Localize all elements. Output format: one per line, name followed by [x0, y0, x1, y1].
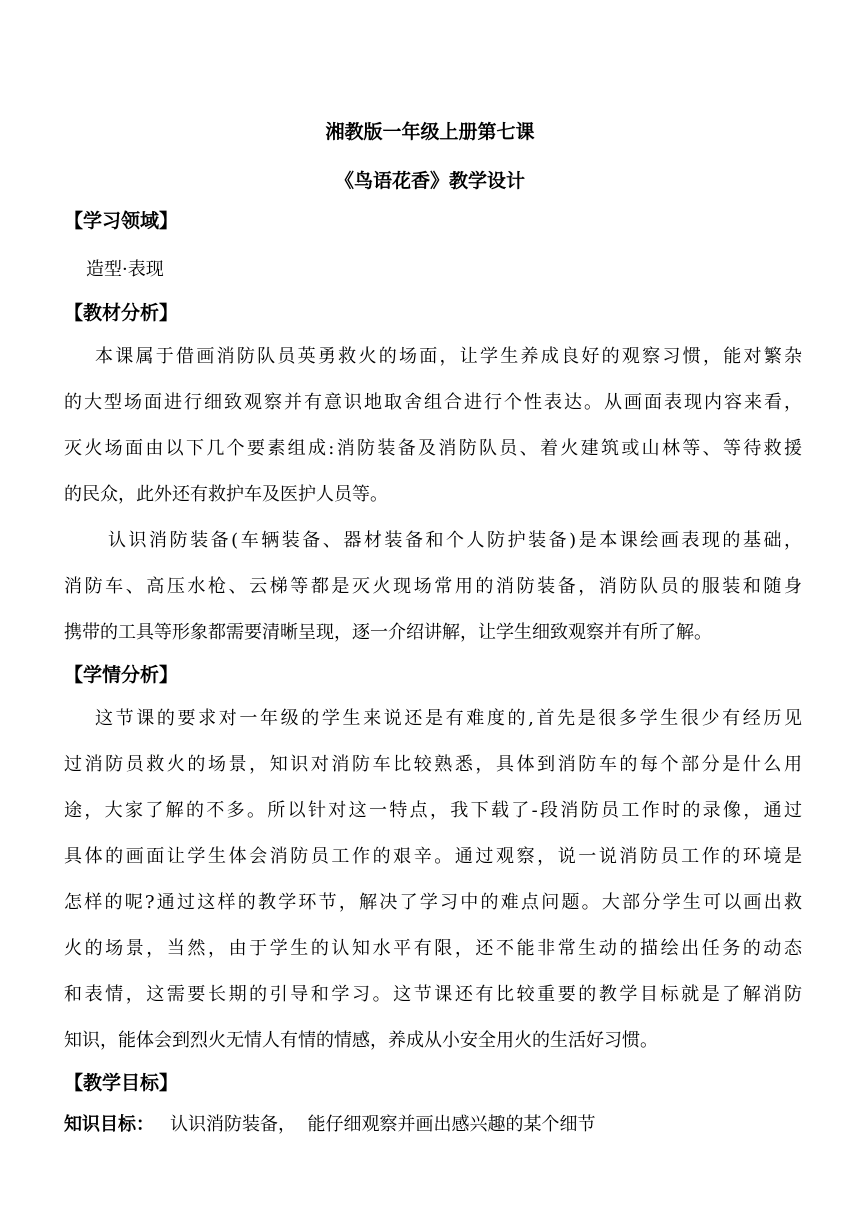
section-heading-student-analysis: 【学情分析】	[64, 664, 179, 686]
paragraph-line: 本课属于借画消防队员英勇救火的场面，让学生养成良好的观察习惯，能对繁杂	[95, 346, 802, 367]
knowledge-goal-text: 认识消防装备， 能仔细观察并画出感兴趣的某个细节	[170, 1114, 596, 1135]
paragraph-line: 灭火场面由以下几个要素组成:消防装备及消防队员、着火建筑或山林等、等待救援	[64, 438, 802, 459]
section-heading-material-analysis: 【教材分析】	[64, 302, 179, 324]
section-heading-learning-domain: 【学习领域】	[64, 210, 179, 232]
paragraph-line: 途，大家了解的不多。所以针对这一特点，我下载了-段消防员工作时的录像，通过	[64, 800, 802, 821]
section-heading-teaching-goals: 【教学目标】	[64, 1072, 179, 1094]
paragraph-line: 的民众，此外还有救护车及医护人员等。	[64, 484, 388, 505]
paragraph-line: 知识，能体会到烈火无情人有情的情感，养成从小安全用火的生活好习惯。	[64, 1030, 658, 1051]
paragraph-line: 和表情，这需要长期的引导和学习。这节课还有比较重要的教学目标就是了解消防	[64, 984, 802, 1005]
paragraph-line: 携带的工具等形象都需要清晰呈现，逐一介绍讲解，让学生细致观察并有所了解。	[64, 622, 712, 643]
paragraph-line: 怎样的呢?通过这样的教学环节，解决了学习中的难点问题。大部分学生可以画出救	[64, 892, 802, 913]
knowledge-goal-label: 知识目标：	[64, 1114, 154, 1135]
paragraph-line: 认识消防装备(车辆装备、器材装备和个人防护装备)是本课绘画表现的基础，	[108, 530, 802, 551]
paragraph-line: 这节课的要求对一年级的学生来说还是有难度的,首先是很多学生很少有经历见	[95, 708, 802, 729]
paragraph-line: 火的场景，当然，由于学生的认知水平有限，还不能非常生动的描绘出任务的动态	[64, 938, 802, 959]
document-subtitle: 《鸟语花香》教学设计	[334, 170, 525, 192]
paragraph-line: 的大型场面进行细致观察并有意识地取舍组合进行个性表达。从画面表现内容来看，	[64, 392, 802, 413]
paragraph-line: 消防车、高压水枪、云梯等都是灭火现场常用的消防装备，消防队员的服装和随身	[64, 576, 802, 597]
learning-domain-content: 造型·表现	[86, 259, 164, 280]
paragraph-line: 具体的画面让学生体会消防员工作的艰辛。通过观察，说一说消防员工作的环境是	[64, 846, 802, 867]
paragraph-line: 过消防员救火的场景，知识对消防车比较熟悉，具体到消防车的每个部分是什么用	[64, 754, 802, 775]
document-title: 湘教版一年级上册第七课	[325, 121, 535, 143]
